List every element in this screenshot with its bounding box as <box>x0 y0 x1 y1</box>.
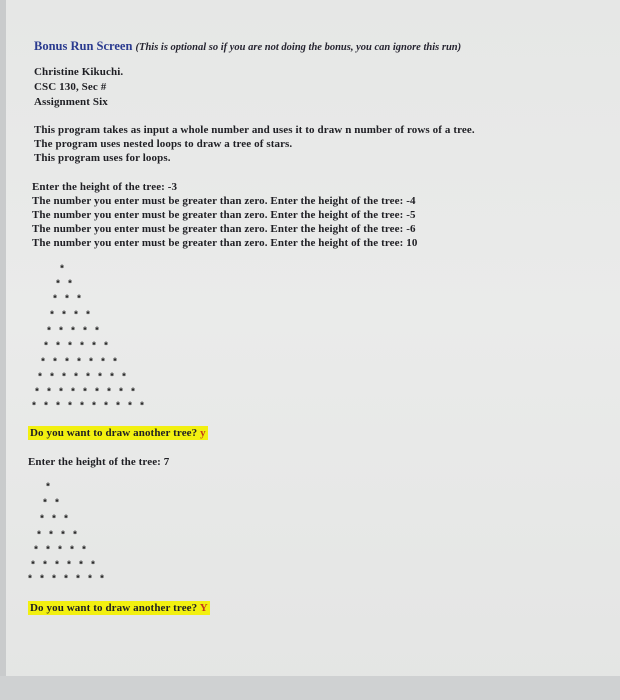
input-line: The number you enter must be greater than zero. Enter the height of the tree: -6 <box>32 223 416 235</box>
tree-row: * * * * * <box>33 546 88 557</box>
tree-row: * * * * * * <box>30 561 97 572</box>
prompt-question: Do you want to draw another tree? <box>30 602 198 614</box>
tree-row: * <box>59 265 66 276</box>
input-line: Enter the height of the tree: -3 <box>32 181 178 193</box>
tree-row: * * * * <box>49 311 92 322</box>
height-input-line: Enter the height of the tree: 7 <box>28 456 170 468</box>
tree-row: * * * * * * * * * * <box>31 402 146 413</box>
tree-row: * * * * <box>36 531 79 542</box>
course-section: CSC 130, Sec # <box>34 81 107 93</box>
tree-row: * * * * * <box>46 327 101 338</box>
title-text: Bonus Run Screen <box>34 39 133 53</box>
tree-row: * * <box>55 280 74 291</box>
description-line: This program uses for loops. <box>34 152 171 164</box>
tree-row: * * * * * * * <box>27 575 106 586</box>
document-title <box>34 39 461 54</box>
tree-row: * <box>45 483 52 494</box>
tree-row: * * <box>42 499 61 510</box>
input-line: The number you enter must be greater than zero. Enter the height of the tree: -4 <box>32 195 416 207</box>
description-line: The program uses nested loops to draw a tree of stars. <box>34 138 293 150</box>
tree-row: * * * * * * * <box>40 358 119 369</box>
prompt-question: Do you want to draw another tree? <box>30 427 198 439</box>
tree-row: * * * <box>39 515 70 526</box>
input-line: The number you enter must be greater than zero. Enter the height of the tree: -5 <box>32 209 416 221</box>
prompt-answer: y <box>200 427 206 439</box>
author-name: Christine Kikuchi. <box>34 66 124 78</box>
tree-row: * * * * * * <box>43 342 110 353</box>
assignment-name: Assignment Six <box>34 96 108 108</box>
tree-row: * * * * * * * * <box>37 373 128 384</box>
draw-again-prompt <box>28 602 210 614</box>
description-line: This program takes as input a whole number and uses it to draw n number of rows of a tree. <box>34 124 475 136</box>
page-bottom-edge <box>0 676 620 700</box>
title-note: (This is optional so if you are not doing the bonus, you can ignore this run) <box>135 42 462 53</box>
tree-row: * * * <box>52 295 83 306</box>
tree-row: * * * * * * * * * <box>34 388 137 399</box>
input-line: The number you enter must be greater than zero. Enter the height of the tree: 10 <box>32 237 418 249</box>
draw-again-prompt <box>28 427 208 439</box>
page-edge-shadow <box>0 0 6 700</box>
prompt-answer: Y <box>199 602 208 614</box>
